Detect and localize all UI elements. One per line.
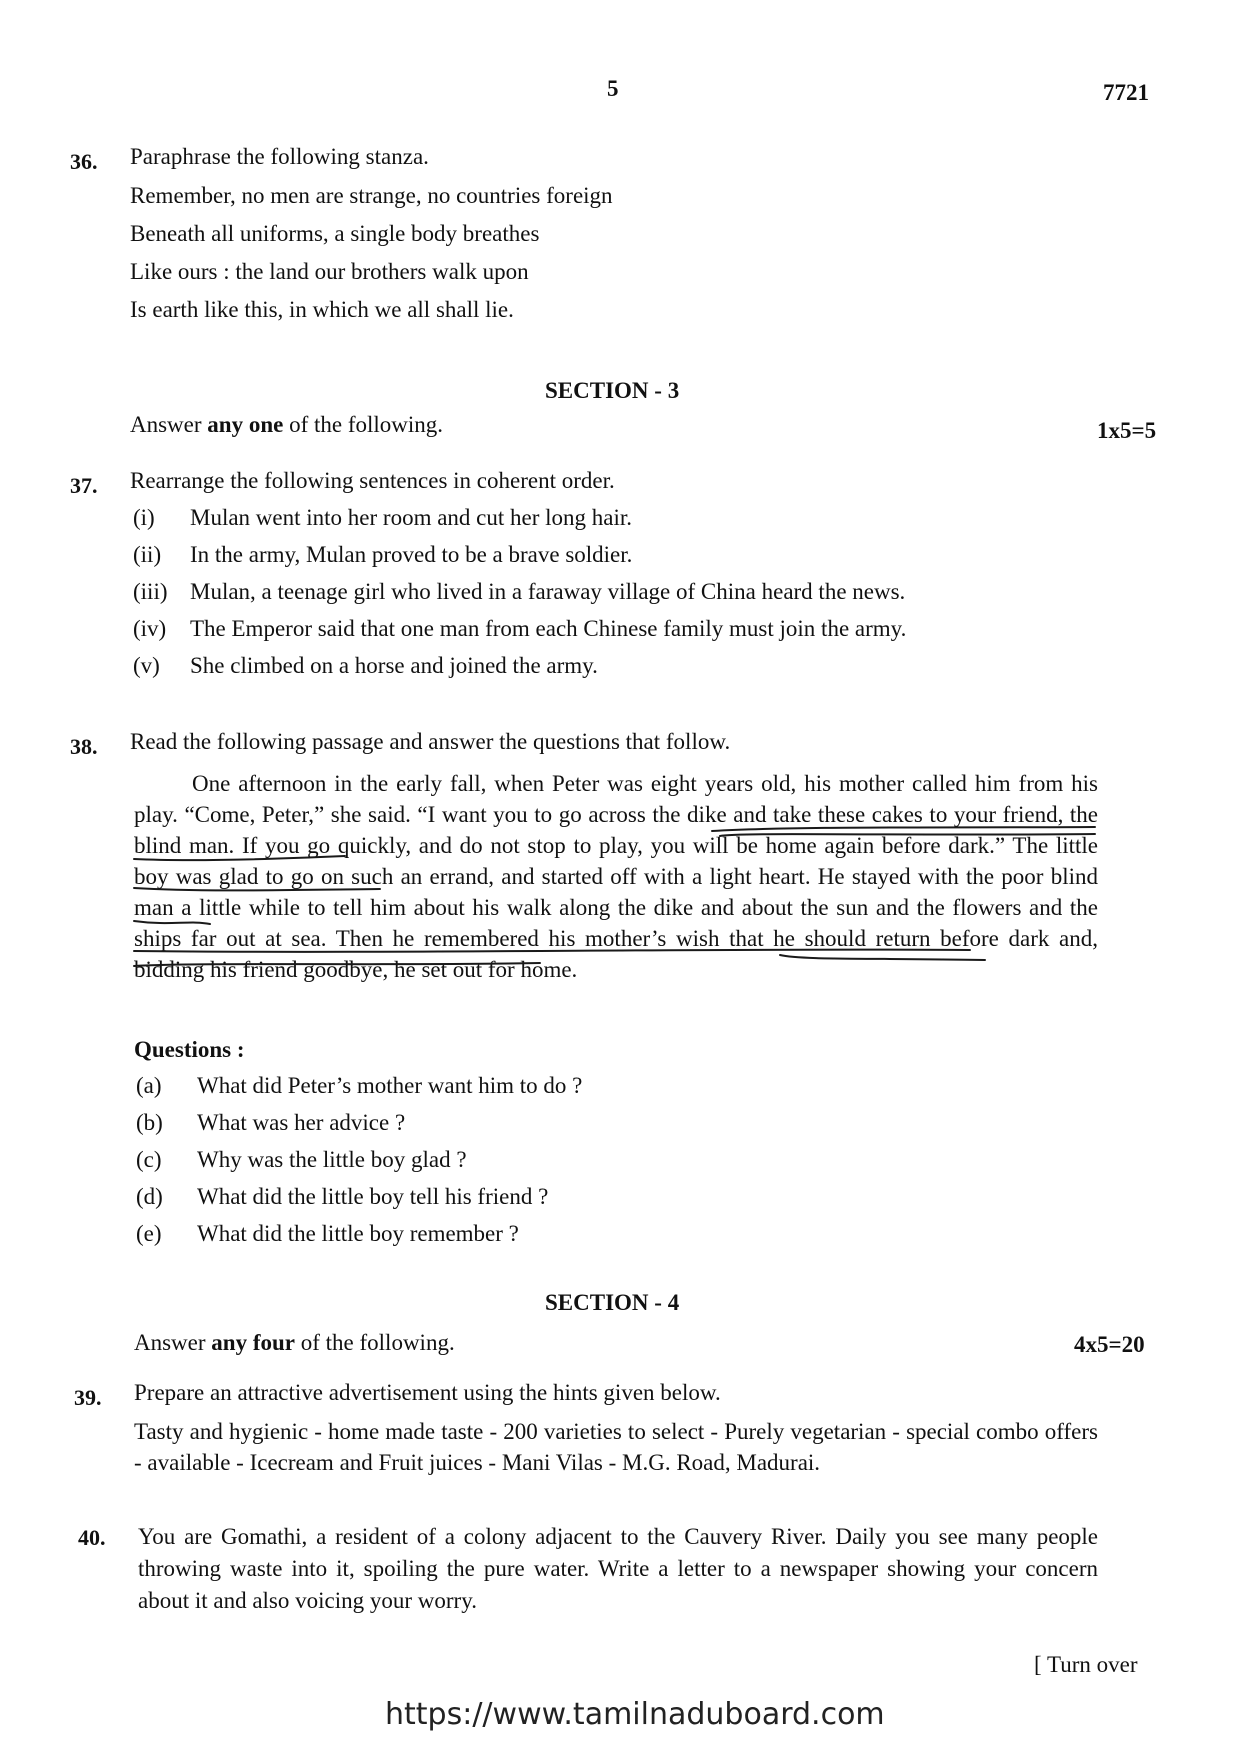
- stanza-line-1: Remember, no men are strange, no countries foreign: [130, 183, 613, 208]
- q37-prompt: Rearrange the following sentences in coherent order.: [130, 468, 615, 493]
- q38-question-label: (a): [136, 1073, 162, 1098]
- question-number-40: 40.: [78, 1525, 106, 1550]
- q37-item-label: (iv): [133, 616, 167, 641]
- section-3-instruction: Answer any one of the following.: [130, 412, 444, 437]
- section-3-marks: 1x5=5: [1097, 418, 1157, 443]
- section-4-marks: 4x5=20: [1074, 1332, 1145, 1357]
- section-4-instruction: Answer any four of the following.: [134, 1330, 455, 1355]
- q38-passage: One afternoon in the early fall, when Peter was eight years old, his mother called him from his play. “Come, Peter,” she said. “I want you to go across the dike and take these cakes to your friend, the blind man. If you go quickly, and do not stop to play, you will be home again before dark.” The little boy was glad to go on such an errand, and started off with a light heart. He stayed with the poor blind man a little while to tell him about his walk along the dike and about the sun and the flowers and the ships far out at sea. Then he remembered his mother’s wish that he should return before dark and, bidding his friend goodbye, he set out for home.: [134, 771, 1098, 982]
- q36-prompt: Paraphrase the following stanza.: [130, 144, 429, 169]
- q38-question-label: (e): [136, 1221, 162, 1246]
- footer-url[interactable]: https://www.tamilnaduboard.com: [385, 1697, 885, 1732]
- section-3-title: SECTION - 3: [545, 378, 680, 403]
- q40-text: You are Gomathi, a resident of a colony adjacent to the Cauvery River. Daily you see many people throwing waste into it, spoiling the pure water. Write a letter to a newspaper showing your concern about it and also voicing your worry.: [138, 1524, 1098, 1613]
- q37-item-text: Mulan, a teenage girl who lived in a faraway village of China heard the news.: [190, 579, 906, 604]
- q37-item-label: (iii): [133, 579, 168, 604]
- q39-prompt: Prepare an attractive advertisement using the hints given below.: [134, 1380, 721, 1405]
- q37-item-label: (i): [133, 505, 155, 530]
- q38-question-label: (c): [136, 1147, 162, 1172]
- q38-question-text: What did Peter’s mother want him to do ?: [197, 1073, 583, 1098]
- q38-question-label: (b): [136, 1110, 163, 1135]
- q37-item-text: Mulan went into her room and cut her long hair.: [190, 505, 633, 530]
- q39-hints: Tasty and hygienic - home made taste - 200 varieties to select - Purely vegetarian - special combo offers - available - Icecream and Fruit juices - Mani Vilas - M.G. Road, Madurai.: [134, 1419, 1098, 1475]
- q37-item-text: The Emperor said that one man from each Chinese family must join the army.: [190, 616, 907, 641]
- q37-item-text: She climbed on a horse and joined the army.: [190, 653, 598, 678]
- stanza-line-3: Like ours : the land our brothers walk upon: [130, 259, 529, 284]
- question-number-39: 39.: [74, 1385, 102, 1410]
- q37-item-text: In the army, Mulan proved to be a brave soldier.: [190, 542, 633, 567]
- q38-question-label: (d): [136, 1184, 163, 1209]
- paper-code: 7721: [1103, 80, 1149, 105]
- questions-heading: Questions :: [134, 1037, 245, 1062]
- q37-item-label: (v): [133, 653, 160, 678]
- q38-question-text: What was her advice ?: [197, 1110, 406, 1135]
- page-number: 5: [607, 76, 619, 101]
- q37-item-label: (ii): [133, 542, 162, 567]
- question-number-38: 38.: [70, 734, 98, 759]
- q38-question-text: What did the little boy remember ?: [197, 1221, 519, 1246]
- turn-over-label: [ Turn over: [1034, 1652, 1138, 1677]
- stanza-line-4: Is earth like this, in which we all shall lie.: [130, 297, 514, 322]
- q38-question-text: Why was the little boy glad ?: [197, 1147, 467, 1172]
- stanza-line-2: Beneath all uniforms, a single body breathes: [130, 221, 540, 246]
- q38-prompt: Read the following passage and answer the questions that follow.: [130, 729, 731, 754]
- section-4-title: SECTION - 4: [545, 1290, 680, 1315]
- q38-question-text: What did the little boy tell his friend ?: [197, 1184, 549, 1209]
- question-number-37: 37.: [70, 473, 98, 498]
- question-number-36: 36.: [70, 149, 98, 174]
